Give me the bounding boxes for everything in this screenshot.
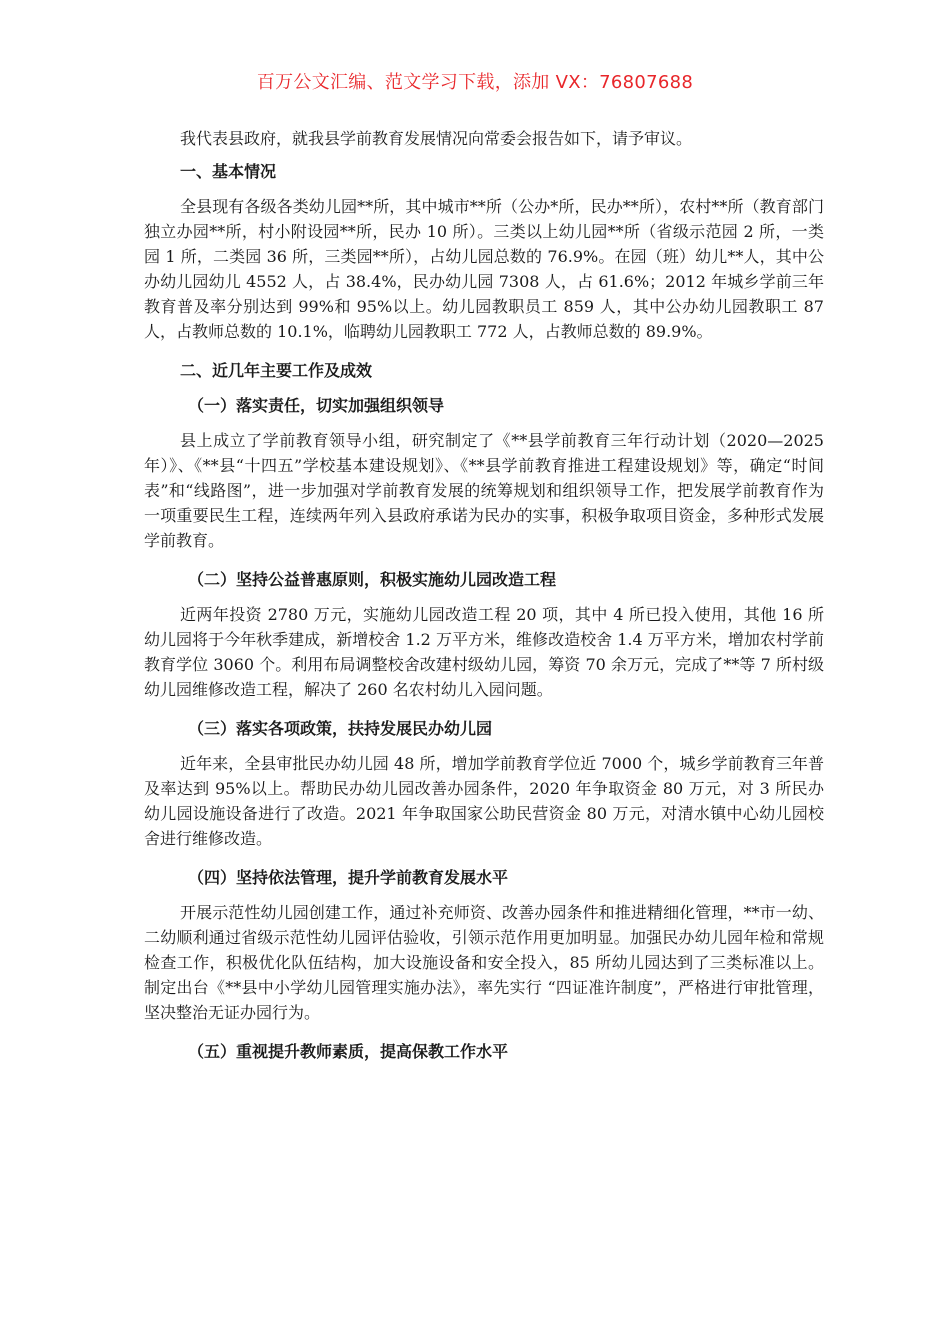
document-body: [144, 126, 824, 1074]
subsection-paragraph-1: 县上成立了学前教育领导小组，研究制定了《**县学前教育三年行动计划（2020—2025 年）》、《**县“十四五”学校基本建设规划》、《**县学前教育推进工程建设规划》等，确定“时间表”和“线路图”，进一步加强对学前教育发展的统筹规划和组织领导工作，把发展学前教育作为一项重要民生工程，连续两年列入县政府承诺为民办的实事，积极争取项目资金，多种形式发展学前教育。: [144, 431, 824, 550]
watermark-banner: 百万公文汇编、范文学习下载，添加 VX：76807688: [256, 72, 694, 93]
section-heading-work: 二、近几年主要工作及成效: [180, 361, 373, 380]
basic-info-paragraph: 全县现有各级各类幼儿园**所，其中城市**所（公办*所，民办**所），农村**所（教育部门独立办园**所，村小附设园**所，民办 10 所）。三类以上幼儿园**所（省级示范园 2 所，一类园 1 所，二类园 36 所，三类园**所），占幼儿园总数的 76.9%。在园（班）幼儿**人，其中公办幼儿园幼儿 4552 人，占 38.4%，民办幼儿园 7308 人，占 61.6%；2012 年城乡学前三年教育普及率分别达到 99%和 95%以上。幼儿园教职员工 859 人，其中公办幼儿园教职工 87 人，占教师总数的 10.1%，临聘幼儿园教职工 772 人，占教师总数的 89.9%。: [144, 197, 824, 341]
subsection-paragraph-4: 开展示范性幼儿园创建工作，通过补充师资、改善办园条件和推进精细化管理，**市一幼、二幼顺利通过省级示范性幼儿园评估验收，引领示范作用更加明显。加强民办幼儿园年检和常规检查工作，积极优化队伍结构，加大设施设备和安全投入，85 所幼儿园达到了三类标准以上。制定出台《**县中小学幼儿园管理实施办法》，率先实行 “四证准许制度”，严格进行审批管理，坚决整治无证办园行为。: [144, 903, 824, 1022]
subsection-paragraph-2: 近两年投资 2780 万元，实施幼儿园改造工程 20 项，其中 4 所已投入使用，其他 16 所幼儿园将于今年秋季建成，新增校舍 1.2 万平方米，维修改造校舍 1.4 万平方米，增加农村学前教育学位 3060 个。利用布局调整校舍改建村级幼儿园，筹资 70 余万元，完成了**等 7 所村级幼儿园维修改造工程，解决了 260 名农村幼儿入园问题。: [144, 605, 824, 699]
section-heading-basic: 一、基本情况: [180, 162, 277, 181]
subsection-heading-3: （三）落实各项政策，扶持发展民办幼儿园: [188, 719, 493, 738]
subsection-heading-5: （五）重视提升教师素质，提高保教工作水平: [188, 1042, 509, 1061]
subsection-heading-2: （二）坚持公益普惠原则，积极实施幼儿园改造工程: [188, 570, 557, 589]
subsection-heading-1: （一）落实责任，切实加强组织领导: [188, 396, 445, 415]
subsection-paragraph-3: 近年来，全县审批民办幼儿园 48 所，增加学前教育学位近 7000 个，城乡学前教育三年普及率达到 95%以上。帮助民办幼儿园改善办园条件，2020 年争取资金 80 万元，对 3 所民办幼儿园设施设备进行了改造。2021 年争取国家公助民营资金 80 万元，对清水镇中心幼儿园校舍进行维修改造。: [144, 754, 824, 848]
intro-paragraph: 我代表县政府，就我县学前教育发展情况向常委会报告如下，请予审议。: [180, 129, 693, 148]
subsection-heading-4: （四）坚持依法管理，提升学前教育发展水平: [188, 868, 509, 887]
